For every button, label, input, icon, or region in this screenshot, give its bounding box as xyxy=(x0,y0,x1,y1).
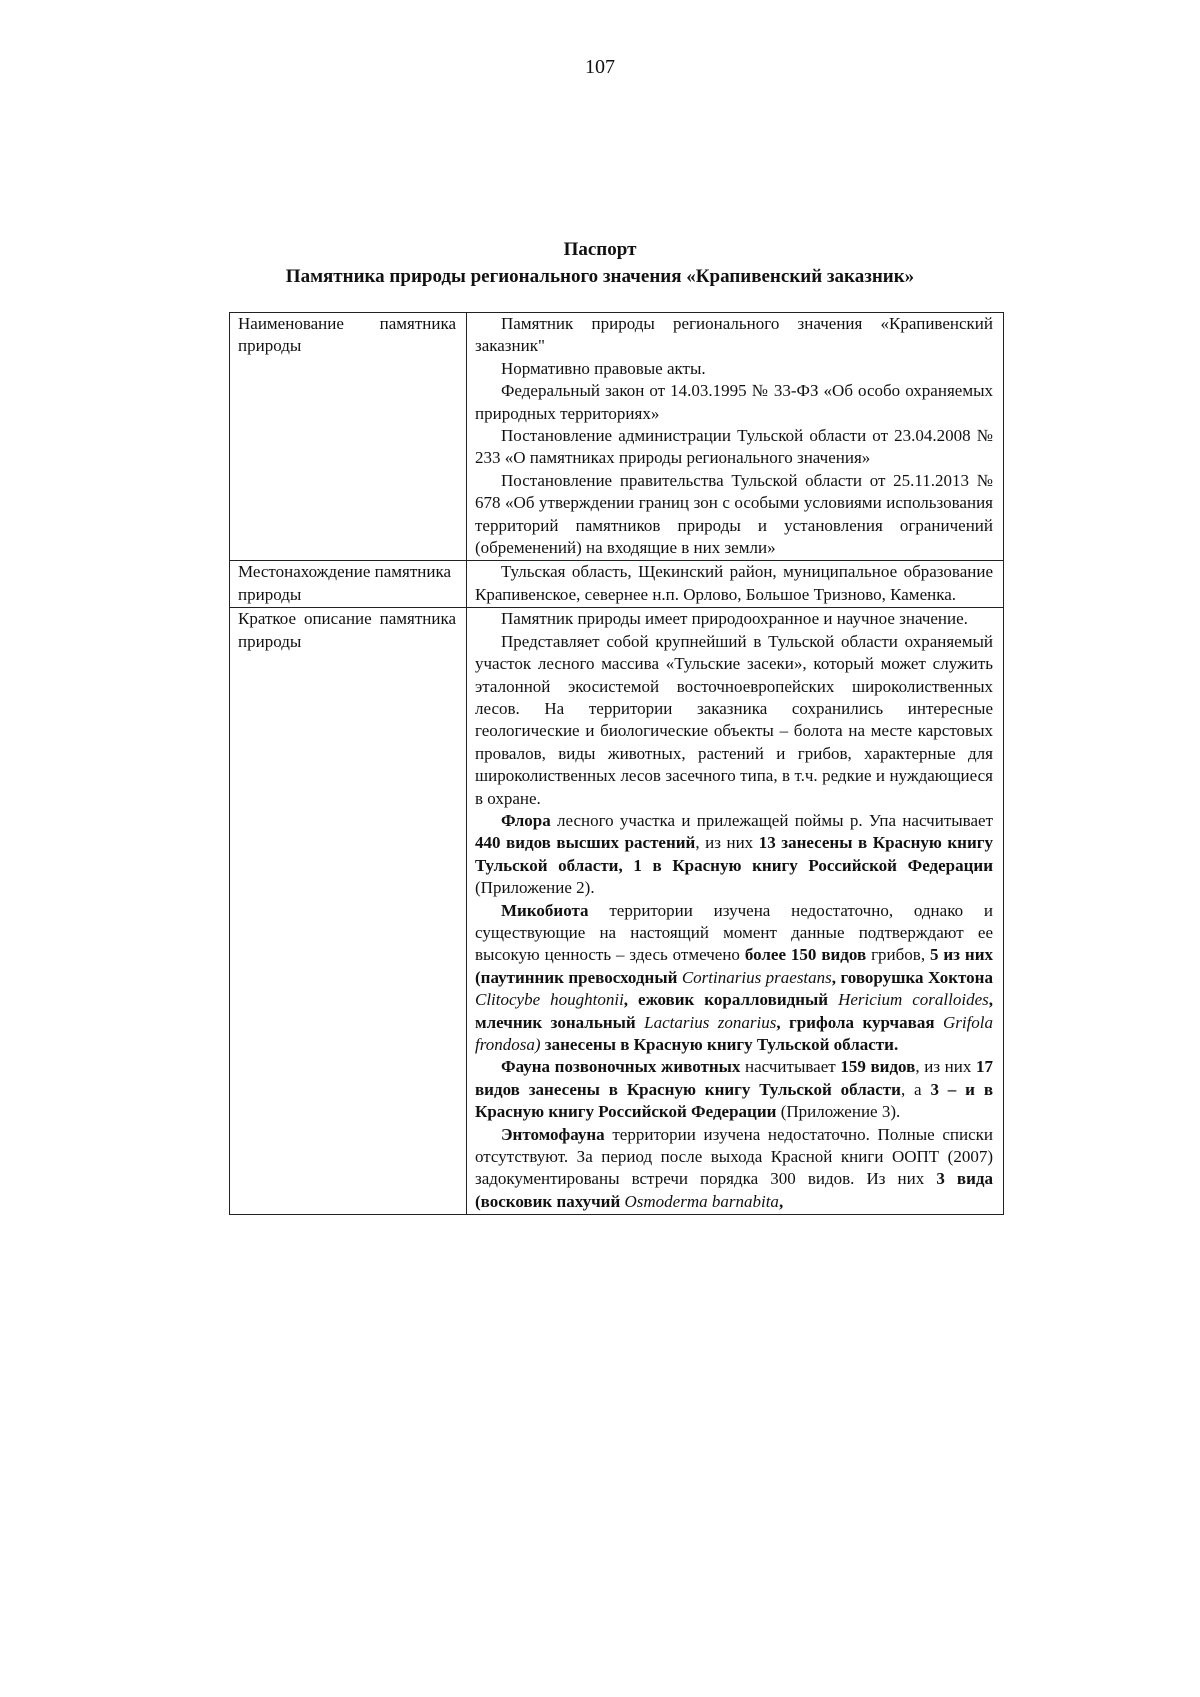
bold-text: , млечник зональный xyxy=(475,990,993,1032)
bold-text: , говорушка Хоктона xyxy=(831,967,993,987)
table-row xyxy=(230,561,1004,608)
text: (Приложение 2). xyxy=(475,878,595,898)
latin-name: Lactarius zonarius xyxy=(644,1012,777,1032)
bold-text: 159 видов xyxy=(840,1057,916,1077)
row-content-name xyxy=(467,313,1004,561)
bold-text: 13 занесены в Красную книгу Тульской области, 1 в Красную книгу Российской Федерации xyxy=(475,833,993,875)
bold-text: 440 видов высших растений xyxy=(475,833,696,853)
row-content-location xyxy=(467,561,1004,608)
paragraph: Представляет собой крупнейший в Тульской области охраняемый участок лесного массива «Тульские засеки», который может служить эталонной экосистемой восточноевропейских широколиственных лесов. На территории заказника сохранились интересные геологические и биологические объекты – болота на месте карстовых провалов, виды животных, растений и грибов, характерные для широколиственных лесов засечного типа, в т.ч. редкие и нуждающиеся в охране. xyxy=(475,631,993,808)
bold-text: , ежовик коралловидный xyxy=(623,990,839,1010)
bold-text: Энтомофауна xyxy=(501,1124,605,1144)
fauna-paragraph xyxy=(475,1056,993,1123)
document-title xyxy=(0,236,1200,290)
paragraph: Постановление правительства Тульской области от 25.11.2013 № 678 «Об утверждении границ зон с особыми условиями использования территорий памятников природы и установления ограничений (обременений) на входящие в них земли» xyxy=(475,470,993,558)
bold-text: 17 видов занесены в Красную книгу Тульской области xyxy=(475,1057,993,1099)
passport-table xyxy=(229,312,1004,1215)
text: территории изучена недостаточно. Полные списки отсутствуют. За период после выхода Красной книги ООПТ (2007) задокументированы встречи порядка 300 видов. Из них xyxy=(475,1124,993,1189)
row-label-description: Краткое описание памятника природы xyxy=(230,608,467,1215)
table-row xyxy=(230,608,1004,1215)
text: , а xyxy=(900,1079,931,1099)
paragraph: Постановление администрации Тульской области от 23.04.2008 № 233 «О памятниках природы регионального значения» xyxy=(475,426,993,468)
bold-text: , грифола курчавая xyxy=(776,1012,943,1032)
entomofauna-paragraph xyxy=(475,1124,993,1214)
bold-text: Микобиота xyxy=(501,900,589,920)
bold-text: более 150 видов xyxy=(744,945,867,965)
latin-name: Clitocybe houghtonii xyxy=(475,990,624,1010)
text: лесного участка и прилежащей поймы р. Упа насчитывает xyxy=(550,810,993,830)
text: территории изучена недостаточно, однако и существующие на настоящий момент данные подтверждают ее высокую ценность – здесь отмечено xyxy=(475,900,993,965)
table-row xyxy=(230,313,1004,561)
text: грибов, xyxy=(866,945,930,965)
row-label-name: Наименование памятника природы xyxy=(230,313,467,561)
row-label-location: Местонахождение памятника природы xyxy=(230,561,467,608)
bold-text: 3 вида (восковик пахучий xyxy=(475,1169,994,1211)
latin-name: Osmoderma barnabita xyxy=(624,1191,779,1211)
paragraph: Памятник природы имеет природоохранное и научное значение. xyxy=(501,609,968,629)
title-line-1: Паспорт xyxy=(563,239,637,260)
bold-text: Флора xyxy=(501,810,551,830)
bold-text: , xyxy=(778,1191,784,1211)
latin-name: Cortinarius praestans xyxy=(681,967,832,987)
paragraph: Федеральный закон от 14.03.1995 № 33-ФЗ «Об особо охраняемых природных территориях» xyxy=(475,381,993,423)
row-content-description xyxy=(467,608,1004,1215)
text: , из них xyxy=(915,1057,976,1077)
bold-text: занесены в Красную книгу Тульской области. xyxy=(540,1035,899,1054)
text: (Приложение 3). xyxy=(776,1102,901,1122)
paragraph: Нормативно правовые акты. xyxy=(501,358,706,378)
bold-text: Фауна позвоночных животных xyxy=(501,1057,741,1077)
paragraph: Памятник природы регионального значения «Крапивенский заказник" xyxy=(475,314,993,356)
mycobiota-paragraph xyxy=(475,900,993,1057)
flora-paragraph xyxy=(475,810,993,900)
text: насчитывает xyxy=(740,1057,841,1077)
text: , из них xyxy=(695,833,759,853)
page-number: 107 xyxy=(585,56,615,78)
latin-name: Grifola frondosa) xyxy=(475,1012,994,1054)
bold-text: 3 – и в Красную книгу Российской Федерации xyxy=(475,1079,993,1122)
title-line-2: Памятника природы регионального значения «Крапивенский заказник» xyxy=(285,266,915,287)
paragraph: Тульская область, Щекинский район, муниципальное образование Крапивенское, севернее н.п. Орлово, Большое Тризново, Каменка. xyxy=(475,562,993,604)
bold-text: 5 из них (паутинник превосходный xyxy=(475,945,994,987)
latin-name: Hericium coralloides xyxy=(838,990,989,1010)
